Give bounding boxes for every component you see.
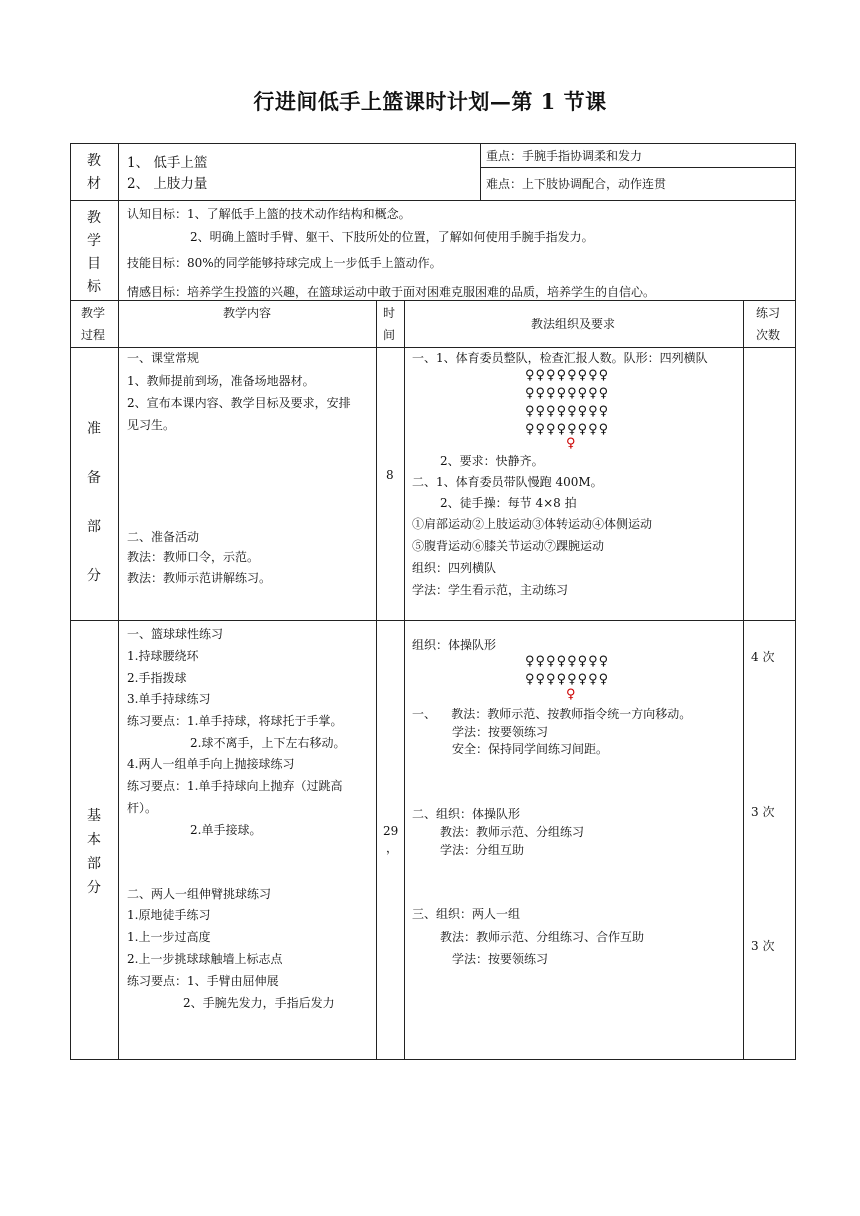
prep-label-1: 准 bbox=[87, 421, 101, 437]
prep-method-line: 学法：学生看示范，主动练习 bbox=[412, 583, 569, 597]
prep-content-line: 二、准备活动 bbox=[127, 530, 200, 544]
student-formation-row: ♀♀♀♀♀♀♀♀ bbox=[525, 386, 610, 401]
basic-content-line: 3.单手持球练习 bbox=[127, 692, 211, 706]
header-time-2: 间 bbox=[383, 328, 396, 342]
student-formation-row: ♀♀♀♀♀♀♀♀ bbox=[525, 368, 610, 383]
header-count-1: 练习 bbox=[756, 306, 781, 320]
basic-content-line: 2.上一步挑球球触墙上标志点 bbox=[127, 952, 283, 966]
basic-method-line: 教法：教师示范、分组练习、合作互助 bbox=[440, 930, 645, 944]
basic-content-line: 杆）。 bbox=[127, 801, 158, 815]
prep-method-line: 2、要求：快静齐。 bbox=[440, 454, 544, 468]
basic-content-line: 一、篮球球性练习 bbox=[127, 627, 224, 641]
goal-cognitive-1: 认知目标：1、了解低手上篮的技术动作结构和概念。 bbox=[127, 207, 411, 221]
goals-label-2: 学 bbox=[87, 233, 101, 249]
goals-label-3: 目 bbox=[87, 256, 101, 272]
goals-label-4: 标 bbox=[87, 279, 101, 295]
basic-method-org: 组织：体操队形 bbox=[412, 638, 497, 652]
prep-method-line: 2、徒手操：每节 4×8 拍 bbox=[440, 496, 577, 510]
basic-label-3: 部 bbox=[87, 856, 101, 872]
material-item-2: 2、 上肢力量 bbox=[127, 176, 208, 192]
prep-content-line: 教法：教师示范讲解练习。 bbox=[127, 571, 272, 585]
prep-method-line: ⑤腹背运动⑥膝关节运动⑦踝腕运动 bbox=[412, 539, 605, 553]
basic-content-line: 4.两人一组单手向上抛接球练习 bbox=[127, 757, 295, 771]
basic-method-line: 学法：分组互助 bbox=[440, 843, 525, 857]
header-process-1: 教学 bbox=[81, 306, 106, 320]
material-label-1: 教 bbox=[87, 153, 101, 169]
basic-count-3: 3 次 bbox=[751, 939, 775, 953]
prep-content-line: 1、教师提前到场，准备场地器材。 bbox=[127, 374, 315, 388]
teacher-marker: ♀ bbox=[566, 436, 577, 451]
teacher-marker: ♀ bbox=[566, 687, 577, 702]
basic-count-1: 4 次 bbox=[751, 650, 775, 664]
basic-count-2: 3 次 bbox=[751, 805, 775, 819]
prep-method-line: 二、1、体育委员带队慢跑 400M。 bbox=[412, 475, 603, 489]
material-item-1: 1、 低手上篮 bbox=[127, 155, 208, 171]
basic-label-1: 基 bbox=[87, 808, 101, 824]
prep-method-line: ①肩部运动②上肢运动③体转运动④体侧运动 bbox=[412, 517, 653, 531]
page-title: 行进间低手上篮课时计划—第 1 节课 bbox=[253, 89, 607, 114]
prep-method-line: 一、1、体育委员整队，检查汇报人数。队形：四列横队 bbox=[412, 351, 708, 365]
prep-content-line: 一、课堂常规 bbox=[127, 351, 200, 365]
student-formation-row: ♀♀♀♀♀♀♀♀ bbox=[525, 654, 610, 669]
basic-content-line: 练习要点：1、手臂由屈伸展 bbox=[127, 974, 279, 988]
basic-method-line: 二、组织：体操队形 bbox=[412, 807, 521, 821]
basic-method-line: 学法：按要领练习 bbox=[452, 725, 549, 739]
prep-content-line: 教法：教师口令，示范。 bbox=[127, 550, 260, 564]
basic-content-line: 练习要点：1.单手持球，将球托于手掌。 bbox=[127, 714, 343, 728]
student-formation-row: ♀♀♀♀♀♀♀♀ bbox=[525, 422, 610, 437]
header-count-2: 次数 bbox=[756, 328, 781, 342]
basic-method-line: 一、 教法：教师示范、按教师指令统一方向移动。 bbox=[412, 707, 692, 721]
student-formation-row: ♀♀♀♀♀♀♀♀ bbox=[525, 404, 610, 419]
basic-content-line: 练习要点：1.单手持球向上抛弃（过跳高 bbox=[127, 779, 343, 793]
basic-content-line: 二、两人一组伸臂挑球练习 bbox=[127, 887, 272, 901]
basic-method-line: 安全：保持同学间练习间距。 bbox=[452, 742, 609, 756]
prep-label-3: 部 bbox=[87, 519, 101, 535]
basic-method-line: 学法：按要领练习 bbox=[452, 952, 549, 966]
basic-content-line: 1.上一步过高度 bbox=[127, 930, 211, 944]
student-formation-row: ♀♀♀♀♀♀♀♀ bbox=[525, 672, 610, 687]
goal-cognitive-2: 2、明确上篮时手臂、躯干、下肢所处的位置，了解如何使用手腕手指发力。 bbox=[190, 230, 594, 244]
lesson-plan-table bbox=[70, 143, 796, 1060]
basic-label-4: 分 bbox=[87, 880, 101, 896]
goal-skill: 技能目标：80%的同学能够持球完成上一步低手上篮动作。 bbox=[127, 256, 442, 270]
header-method: 教法组织及要求 bbox=[531, 317, 616, 331]
basic-method-line: 三、组织：两人一组 bbox=[412, 907, 521, 921]
header-time-1: 时 bbox=[383, 306, 396, 320]
material-label-2: 材 bbox=[87, 176, 101, 192]
basic-content-line: 2.手指拨球 bbox=[127, 671, 187, 685]
basic-content-line: 1.持球腰绕环 bbox=[127, 649, 199, 663]
goal-emotion: 情感目标：培养学生投篮的兴趣，在篮球运动中敢于面对困难克服困难的品质，培养学生的自信心。 bbox=[127, 285, 656, 299]
header-process-2: 过程 bbox=[81, 328, 106, 342]
basic-content-line: 2.球不离手，上下左右移动。 bbox=[190, 736, 346, 750]
basic-method-line: 教法：教师示范、分组练习 bbox=[440, 825, 585, 839]
prep-content-line: 2、宣布本课内容、教学目标及要求，安排 bbox=[127, 396, 351, 410]
prep-method-line: 组织：四列横队 bbox=[412, 561, 497, 575]
basic-content-line: 2、手腕先发力，手指后发力 bbox=[183, 996, 335, 1010]
difficulty: 难点：上下肢协调配合，动作连贯 bbox=[486, 177, 667, 191]
basic-time-mark: ， bbox=[386, 841, 399, 855]
header-content: 教学内容 bbox=[223, 306, 272, 320]
key-point: 重点：手腕手指协调柔和发力 bbox=[486, 149, 643, 163]
prep-content-line: 见习生。 bbox=[127, 418, 176, 432]
goals-label-1: 教 bbox=[87, 210, 101, 226]
basic-label-2: 本 bbox=[87, 832, 101, 848]
basic-time: 29 bbox=[383, 824, 399, 838]
prep-label-4: 分 bbox=[87, 568, 101, 584]
basic-content-line: 2.单手接球。 bbox=[190, 823, 262, 837]
basic-content-line: 1.原地徒手练习 bbox=[127, 908, 211, 922]
prep-label-2: 备 bbox=[87, 470, 101, 486]
prep-time: 8 bbox=[386, 468, 394, 482]
